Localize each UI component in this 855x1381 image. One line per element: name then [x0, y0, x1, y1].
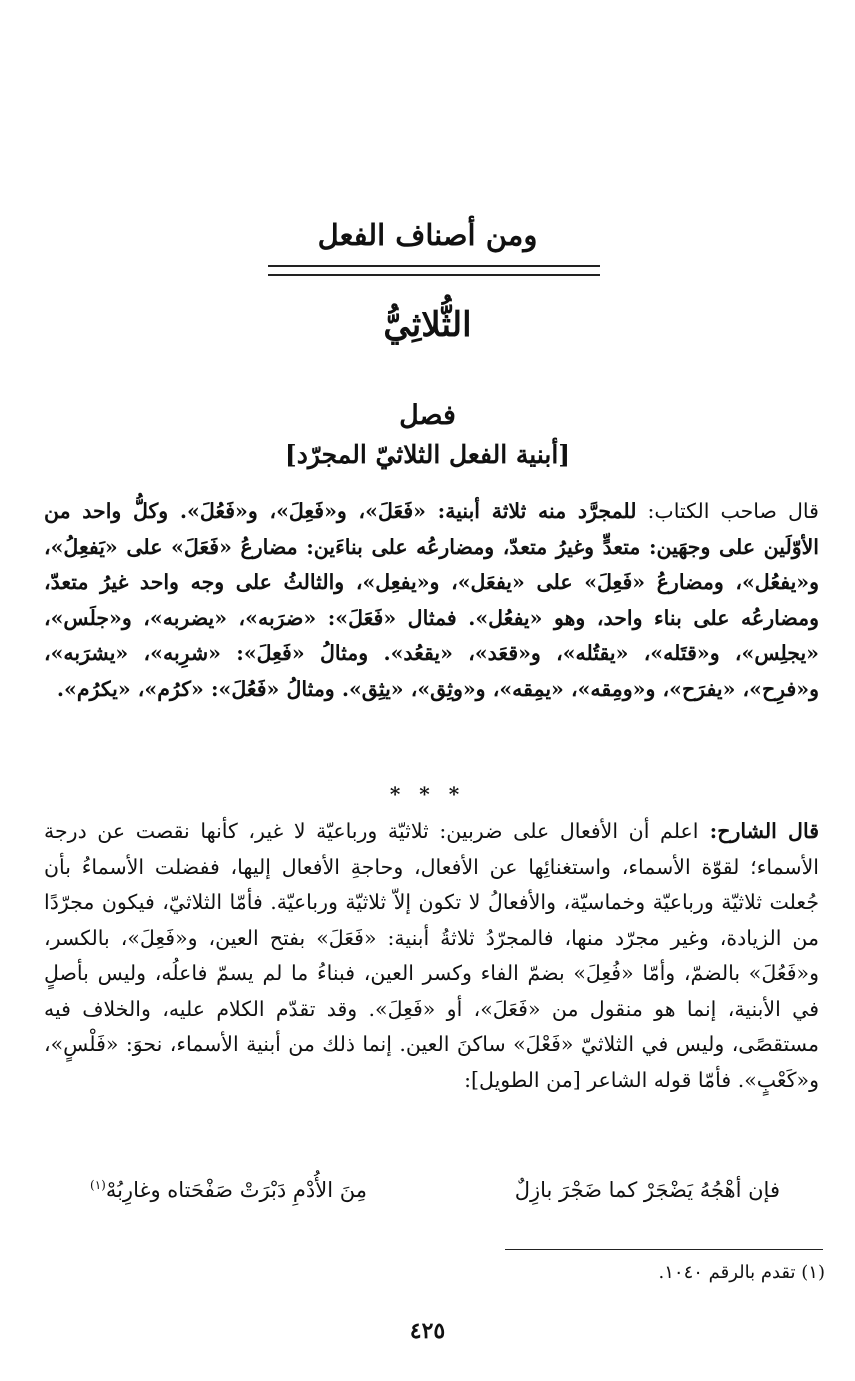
chapter-title: ومن أصناف الفعل [317, 218, 538, 252]
footnote: (١) تقدم بالرقم ١٠٤٠. [658, 1262, 825, 1283]
commentary-paragraph-text: اعلم أن الأفعال على ضربين: ثلاثيّة ورباعيّة لا غير، كأنها نقصت عن درجة الأسماء؛ لقوّة الأسماء، واستغنائِها عن الأفعال، وحاجةِ الأفعال إليها، ففضلت الأسماءُ بأن جُعلت ثلاثيّة ورباعيّة وخماسيّة، والأفعالُ لا تكون إلاّ ثلاثيّة ورباعيّة. فأمّا الثلاثيّ، فيكون مجرّدًا من الزيادة، وغير مجرّد منها، فالمجرّدُ ثلاثةُ أبنية: «فَعَلَ» بفتح العين، و«فَعِلَ»، بالكسر، و«فَعُلَ» بالضمّ، وأمّا «فُعِلَ» بضمّ الفاء وكسر العين، فبناءُ ما لم يسمّ فاعلُه، وليس بأصلٍ في الأبنية، إنما هو منقول من «فَعَلَ»، أو «فَعِلَ». وقد تقدّم الكلام عليه، والخلاف فيه مستقصًى، وليس في الثلاثيّ «فَعْلَ» ساكنَ العين. إنما ذلك من أبنية الأسماء، نحوَ: «فَلْسٍ»، و«كَعْبٍ». فأمّا قوله الشاعر [من الطويل]: [44, 819, 819, 1092]
commentary-paragraph-lead: قال الشارح: [698, 819, 820, 843]
fasl-heading: فصل [399, 400, 456, 431]
section-title: الثُّلاثِيُّ [383, 305, 472, 345]
fasl-subheading: [أبنية الفعل الثلاثيّ المجرّد] [284, 440, 571, 469]
author-paragraph-lead: قال صاحب الكتاب: [636, 499, 819, 523]
verse-second-hemistich-wrap [90, 1178, 367, 1202]
commentary-paragraph [44, 814, 819, 1098]
author-paragraph [44, 494, 819, 707]
verse-second-hemistich: مِنَ الأُدْمِ دَبْرَتْ صَفْحَتاه وغارِبُهْ [105, 1178, 367, 1202]
verse-first-hemistich: فإن أهْجُهُ يَضْجَرْ كما ضَجْرَ بازِلٌ [514, 1178, 780, 1202]
section-separator: * * * [389, 782, 466, 806]
page-number: ٤٢٥ [409, 1318, 446, 1344]
title-double-rule [268, 265, 600, 276]
author-paragraph-text: للمجرَّد منه ثلاثة أبنية: «فَعَلَ»، و«فَعِلَ»، و«فَعُلَ». وكلُّ واحد من الأوّلَين على وجهَين: متعدٍّ وغيرُ متعدّ، ومضارعُه على بناءَين: مضارعُ «فَعَلَ» على «يَفعِلُ»، و«يفعُل»، ومضارعُ «فَعِلَ» على «يفعَل»، و«يفعِل»، والثالثُ على وجه واحد غيرُ متعدّ، ومضارعُه على بناء واحد، وهو «يفعُل». فمثال «فَعَلَ»: «ضرَبه»، «يضربه»، و«جلَس»، «يجلِس»، و«قتَله»، «يقتُله»، و«قعَد»، «يقعُد». ومثالُ «فَعِلَ»: «شرِبه»، «يشرَبه»، و«فرِح»، «يفرَح»، و«ومِقه»، «يمِقه»، و«وثِق»، «يثِق». ومثالُ «فَعُلَ»: «كرُم»، «يكرُم». [44, 499, 819, 701]
footnote-rule [505, 1249, 823, 1250]
footnote-reference[interactable]: (١) [90, 1178, 106, 1192]
poetry-verse [90, 1178, 790, 1214]
